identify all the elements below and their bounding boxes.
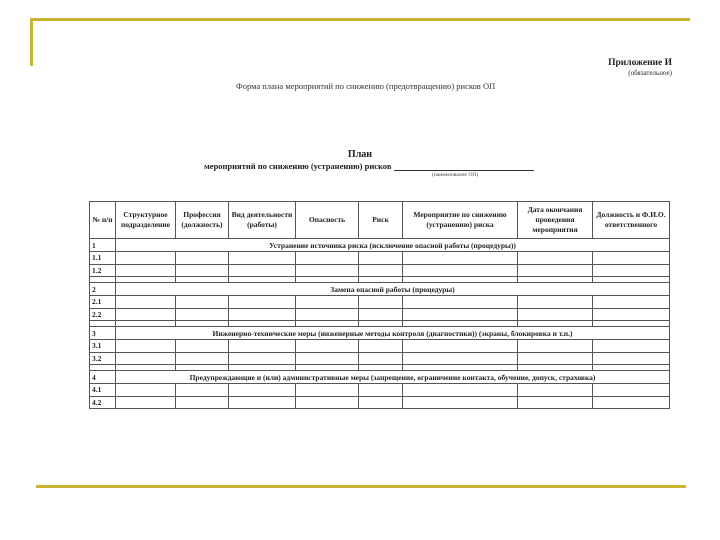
decorative-top-line: [30, 18, 690, 21]
empty-cell: [296, 352, 359, 365]
header-cell: Вид деятельности (работы): [229, 202, 296, 239]
empty-cell: [176, 352, 229, 365]
section-number: 2: [90, 283, 116, 296]
empty-cell: [229, 340, 296, 353]
appendix-note: (обязательное): [628, 69, 672, 77]
empty-cell: [116, 340, 176, 353]
section-row: [90, 327, 670, 340]
empty-cell: [116, 396, 176, 409]
header-cell: № п/п: [90, 202, 116, 239]
header-cell: Риск: [359, 202, 403, 239]
header-cell: Мероприятие по снижению (устранению) риска: [403, 202, 518, 239]
empty-cell: [359, 264, 403, 277]
appendix-header: [608, 58, 672, 77]
empty-cell: [176, 340, 229, 353]
appendix-title: Приложение И: [608, 58, 672, 68]
section-number: 3: [90, 327, 116, 340]
plan-subtitle-text: мероприятий по снижению (устранению) рисков: [204, 161, 392, 171]
empty-cell: [176, 384, 229, 397]
section-number: 4: [90, 371, 116, 384]
header-cell: Должность и Ф.И.О. ответственного: [593, 202, 670, 239]
table-row: [90, 384, 670, 397]
empty-cell: [296, 340, 359, 353]
empty-cell: [518, 296, 593, 309]
empty-cell: [403, 396, 518, 409]
empty-cell: [403, 264, 518, 277]
header-cell: Структурное подразделение: [116, 202, 176, 239]
table-row: [90, 264, 670, 277]
empty-cell: [176, 264, 229, 277]
plan-name-note: (наименование ОП): [432, 172, 479, 178]
empty-cell: [176, 396, 229, 409]
empty-cell: [359, 308, 403, 321]
empty-cell: [518, 396, 593, 409]
empty-cell: [296, 308, 359, 321]
header-cell: Профессия (должность): [176, 202, 229, 239]
empty-cell: [593, 340, 670, 353]
empty-cell: [518, 352, 593, 365]
empty-cell: [229, 308, 296, 321]
empty-cell: [296, 264, 359, 277]
decorative-bottom-line: [36, 485, 686, 488]
empty-cell: [359, 396, 403, 409]
empty-cell: [116, 252, 176, 265]
item-number: 4.2: [90, 396, 116, 409]
decorative-left-line: [30, 18, 33, 66]
empty-cell: [229, 384, 296, 397]
empty-cell: [593, 308, 670, 321]
section-number: 1: [90, 239, 116, 252]
section-row: [90, 371, 670, 384]
empty-cell: [593, 352, 670, 365]
section-title: Инженерно-технические меры (инженерные методы контроля (диагностики)) (экраны, блокировка и т.п.): [116, 327, 670, 340]
empty-cell: [518, 308, 593, 321]
section-row: [90, 239, 670, 252]
empty-cell: [403, 352, 518, 365]
empty-cell: [176, 252, 229, 265]
item-number: 4.1: [90, 384, 116, 397]
empty-cell: [296, 252, 359, 265]
table-header-row: [90, 202, 670, 239]
item-number: 3.2: [90, 352, 116, 365]
item-number: 1.1: [90, 252, 116, 265]
empty-cell: [296, 396, 359, 409]
header-cell: Опасность: [296, 202, 359, 239]
empty-cell: [229, 352, 296, 365]
empty-cell: [518, 384, 593, 397]
section-title: Устранение источника риска (исключение опасной работы (процедуры)): [116, 239, 670, 252]
section-title: Предупреждающие и (или) административные меры (запрещение, ограничение контакта, обучение, допуск, страховка): [116, 371, 670, 384]
item-number: 3.1: [90, 340, 116, 353]
plan-title: План: [347, 149, 373, 160]
empty-cell: [359, 340, 403, 353]
plan-subtitle: [204, 161, 534, 171]
empty-cell: [116, 308, 176, 321]
empty-cell: [518, 264, 593, 277]
empty-cell: [403, 308, 518, 321]
empty-cell: [359, 384, 403, 397]
empty-cell: [296, 384, 359, 397]
empty-cell: [359, 296, 403, 309]
item-number: 2.1: [90, 296, 116, 309]
empty-cell: [403, 252, 518, 265]
table-row: [90, 296, 670, 309]
section-title: Замена опасной работы (процедуры): [116, 283, 670, 296]
form-title: Форма плана мероприятий по снижению (предотвращению) рисков ОП: [236, 81, 496, 91]
empty-cell: [593, 252, 670, 265]
empty-cell: [403, 296, 518, 309]
header-cell: Дата окончания проведения мероприятия: [518, 202, 593, 239]
empty-cell: [518, 340, 593, 353]
table-body: [90, 239, 670, 409]
item-number: 1.2: [90, 264, 116, 277]
empty-cell: [229, 296, 296, 309]
plan-table: [89, 201, 670, 409]
empty-cell: [593, 264, 670, 277]
section-row: [90, 283, 670, 296]
table-row: [90, 340, 670, 353]
item-number: 2.2: [90, 308, 116, 321]
empty-cell: [116, 352, 176, 365]
empty-cell: [116, 384, 176, 397]
empty-cell: [229, 252, 296, 265]
empty-cell: [359, 352, 403, 365]
empty-cell: [176, 308, 229, 321]
table-row: [90, 252, 670, 265]
empty-cell: [229, 396, 296, 409]
empty-cell: [518, 252, 593, 265]
empty-cell: [403, 340, 518, 353]
empty-cell: [229, 264, 296, 277]
empty-cell: [116, 264, 176, 277]
empty-cell: [116, 296, 176, 309]
empty-cell: [593, 384, 670, 397]
table-row: [90, 352, 670, 365]
plan-name-blank-line: [394, 162, 534, 171]
empty-cell: [359, 252, 403, 265]
empty-cell: [593, 396, 670, 409]
table-row: [90, 308, 670, 321]
table-row: [90, 396, 670, 409]
empty-cell: [176, 296, 229, 309]
empty-cell: [403, 384, 518, 397]
empty-cell: [296, 296, 359, 309]
empty-cell: [593, 296, 670, 309]
